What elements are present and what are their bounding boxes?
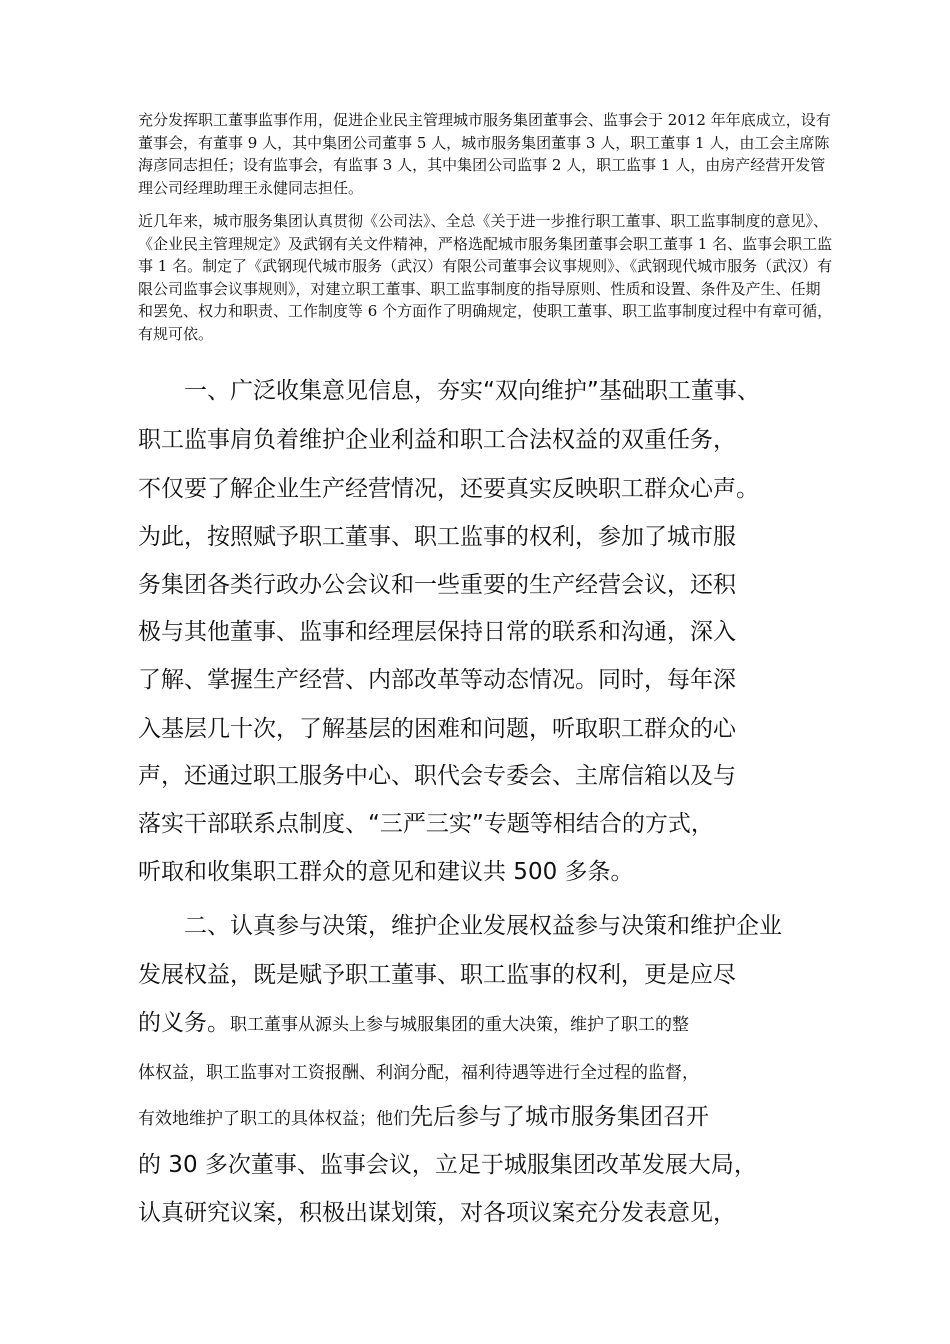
section1-line: 落实干部联系点制度、“三严三实”专题等相结合的方式， <box>138 811 714 837</box>
section2-line-small-part: 有效地维护了职工的具体权益；他们 <box>138 1109 410 1129</box>
intro-paragraph-1: 充分发挥职工董事监事作用，促进企业民主管理城市服务集团董事会、监事会于 2012 年年底成立，设有董事会，有董事 9 人，其中集团公司董事 5 人，城市服务集团董事 3 人，职工董事 1 人，由工会主席陈海彦同志担任；设有监事会，有监事 3 人，其中集团公司监事 2 人，职工监事 1 人，由房产经营开发管理公司经理助理王永健同志担任。 <box>138 111 831 197</box>
section2-heading-line: 二、认真参与决策，维护企业发展权益参与决策和维护企业 <box>184 913 782 939</box>
section1-line: 不仅要了解企业生产经营情况，还要真实反映职工群众心声。 <box>138 476 759 502</box>
section1-line: 极与其他董事、监事和经理层保持日常的联系和沟通，深入 <box>138 619 736 645</box>
section1-heading-line: 一、广泛收集意见信息，夯实“双向维护”基础职工董事、 <box>184 378 760 404</box>
intro-paragraph-2: 近几年来，城市服务集团认真贯彻《公司法》、全总《关于进一步推行职工董事、职工监事制度的意见》、《企业民主管理规定》及武钢有关文件精神，严格选配城市服务集团董事会职工董事 1 名、监事会职工监事 1 名。制定了《武钢现代城市服务（武汉）有限公司董事会议事规则》、《武钢现代城市服务（武汉）有限公司监事会议事规则》，对建立职工董事、职工监事制度的指导原则、性质和设置、条件及产生、任期和罢免、权力和职责、工作制度等 6 个方面作了明确规定，使职工董事、职工监事制度过程中有章可循，有规可依。 <box>138 212 833 343</box>
section2-line-small-part: 体权益，职工监事对工资报酬、利润分配，福利待遇等进行全过程的监督， <box>138 1063 699 1083</box>
section2-line-large-part: 的义务。 <box>138 1010 230 1036</box>
section2-line-mixed <box>138 1008 689 1040</box>
section1-line: 了解、掌握生产经营、内部改革等动态情况。同时，每年深 <box>138 667 736 693</box>
section1-line: 职工监事肩负着维护企业利益和职工合法权益的双重任务， <box>138 427 736 453</box>
section2-line-small <box>138 1056 699 1088</box>
section1-line: 入基层几十次，了解基层的困难和问题，听取职工群众的心 <box>138 716 736 742</box>
section2-line-mixed <box>138 1102 709 1134</box>
section2-line: 发展权益，既是赋予职工董事、职工监事的权利，更是应尽 <box>138 962 736 988</box>
section1-line: 听取和收集职工群众的意见和建议共 500 多条。 <box>138 859 634 885</box>
section2-line: 认真研究议案，积极出谋划策，对各项议案充分发表意见， <box>138 1200 736 1226</box>
section2-line-small-part: 职工董事从源头上参与城服集团的重大决策，维护了职工的整 <box>230 1015 689 1035</box>
section1-line: 声，还通过职工服务中心、职代会专委会、主席信箱以及与 <box>138 763 736 789</box>
section2-line: 的 30 多次董事、监事会议，立足于城服集团改革发展大局， <box>138 1152 757 1178</box>
section1-line: 务集团各类行政办公会议和一些重要的生产经营会议，还积 <box>138 572 736 598</box>
section2-line-large-part: 先后参与了城市服务集团召开 <box>410 1104 709 1130</box>
section1-line: 为此，按照赋予职工董事、职工监事的权利，参加了城市服 <box>138 524 736 550</box>
